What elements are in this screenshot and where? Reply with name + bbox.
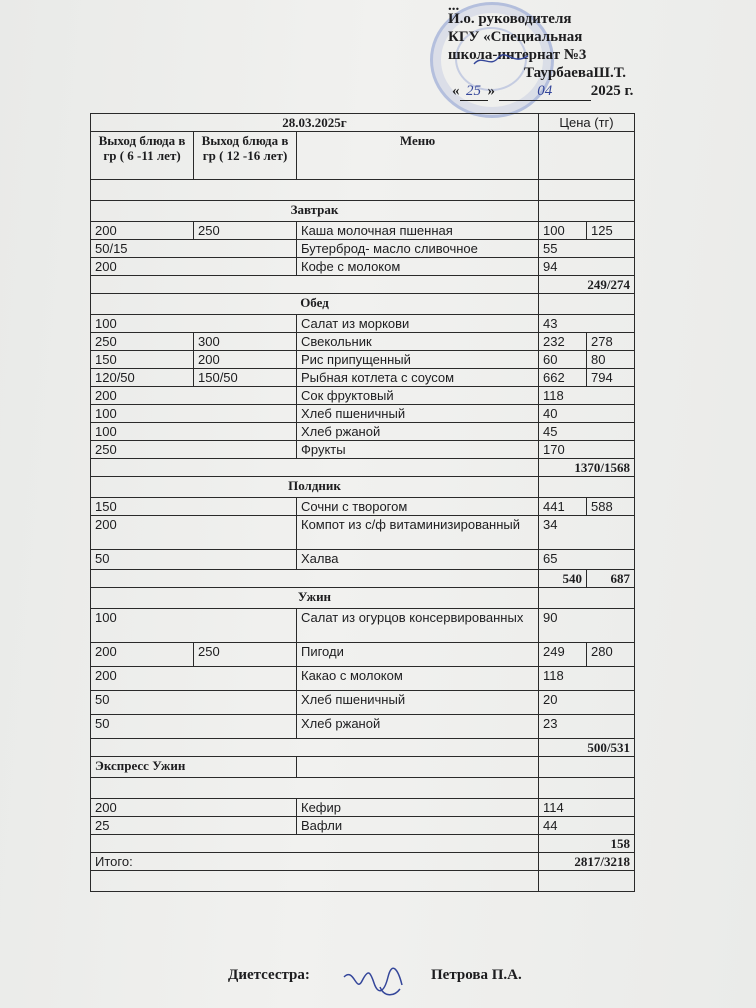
section-total-row: [91, 459, 635, 477]
menu-table: [90, 113, 635, 892]
approval-date-day: 25: [460, 82, 488, 101]
table-row: 100 Салат из моркови 43: [91, 315, 635, 333]
section-title-breakfast: Завтрак: [91, 201, 539, 222]
table-row: 50 Хлеб ржаной 23: [91, 715, 635, 739]
col-header-6-11: Выход блюда в гр ( 6 -11 лет): [91, 132, 194, 180]
col-header-12-16: Выход блюда в гр ( 12 -16 лет): [194, 132, 297, 180]
section-total-breakfast: 249/274: [539, 276, 635, 294]
section-title-snack: Полдник: [91, 477, 539, 498]
section-title-row: [91, 757, 635, 778]
menu-date: 28.03.2025г: [91, 114, 539, 132]
table-row: 250 Фрукты 170: [91, 441, 635, 459]
table-row: 200 250 Каша молочная пшенная 100 125: [91, 222, 635, 240]
table-row: 150 Сочни с творогом 441 588: [91, 498, 635, 516]
table-row: 120/50 150/50 Рыбная котлета с соусом 662 794: [91, 369, 635, 387]
section-title-row: [91, 588, 635, 609]
table-row: 100 Хлеб ржаной 45: [91, 423, 635, 441]
section-title-row: [91, 201, 635, 222]
approval-date-year: 2025 г.: [590, 83, 634, 99]
table-row: 100 Хлеб пшеничный 40: [91, 405, 635, 423]
table-row: 50 Хлеб пшеничный 20: [91, 691, 635, 715]
table-row: 200 250 Пигоди 249 280: [91, 643, 635, 667]
section-total-lunch: 1370/1568: [539, 459, 635, 477]
approval-line-position: И.о. руководителя: [448, 11, 572, 27]
approval-date-month: 04: [499, 82, 591, 101]
table-row: 200 Сок фруктовый 118: [91, 387, 635, 405]
dietitian-label: Диетсестра:: [228, 967, 310, 983]
section-total-row: [91, 276, 635, 294]
approval-line-name: ТаурбаеваШ.Т.: [524, 65, 626, 81]
approval-signature: [472, 52, 532, 70]
table-row: 250 300 Свекольник 232 278: [91, 333, 635, 351]
grand-total-label: Итого:: [91, 853, 539, 871]
table-header-row: [91, 132, 635, 180]
section-total-express-dinner: 158: [539, 835, 635, 853]
approval-line-school: школа-интернат №3: [448, 47, 587, 63]
table-row: 200 Какао с молоком 118: [91, 667, 635, 691]
dietitian-name: Петрова П.А.: [431, 967, 522, 983]
table-row: 200 Компот из с/ф витаминизированный 34: [91, 516, 635, 550]
section-total-dinner: 500/531: [539, 739, 635, 757]
section-title-express-dinner: Экспресс Ужин: [91, 757, 297, 778]
section-total-snack-12-16: 687: [587, 570, 635, 588]
table-row: 200 Кефир 114: [91, 799, 635, 817]
section-total-snack-6-11: 540: [539, 570, 587, 588]
section-total-row: [91, 835, 635, 853]
section-total-row: [91, 570, 635, 588]
section-total-row: [91, 739, 635, 757]
price-header: Цена (тг): [539, 114, 635, 132]
section-title-dinner: Ужин: [91, 588, 539, 609]
table-row: 100 Салат из огурцов консервированных 90: [91, 609, 635, 643]
table-row: 50/15 Бутерброд- масло сливочное 55: [91, 240, 635, 258]
table-row: 50 Халва 65: [91, 550, 635, 570]
col-header-menu: Меню: [297, 132, 539, 180]
section-title-lunch: Обед: [91, 294, 539, 315]
table-row: 25 Вафли 44: [91, 817, 635, 835]
approval-line-org: КГУ «Специальная: [448, 29, 583, 45]
approval-date: « 25 » 04 2025 г.: [452, 83, 634, 99]
dietitian-signature: [340, 963, 410, 999]
grand-total-value: 2817/3218: [539, 853, 635, 871]
section-title-row: [91, 477, 635, 498]
approval-title-cut: ...: [448, 0, 460, 14]
table-row: 200 Кофе с молоком 94: [91, 258, 635, 276]
table-date-row: [91, 114, 635, 132]
section-title-row: [91, 294, 635, 315]
table-row: 150 200 Рис припущенный 60 80: [91, 351, 635, 369]
grand-total-row: [91, 853, 635, 871]
